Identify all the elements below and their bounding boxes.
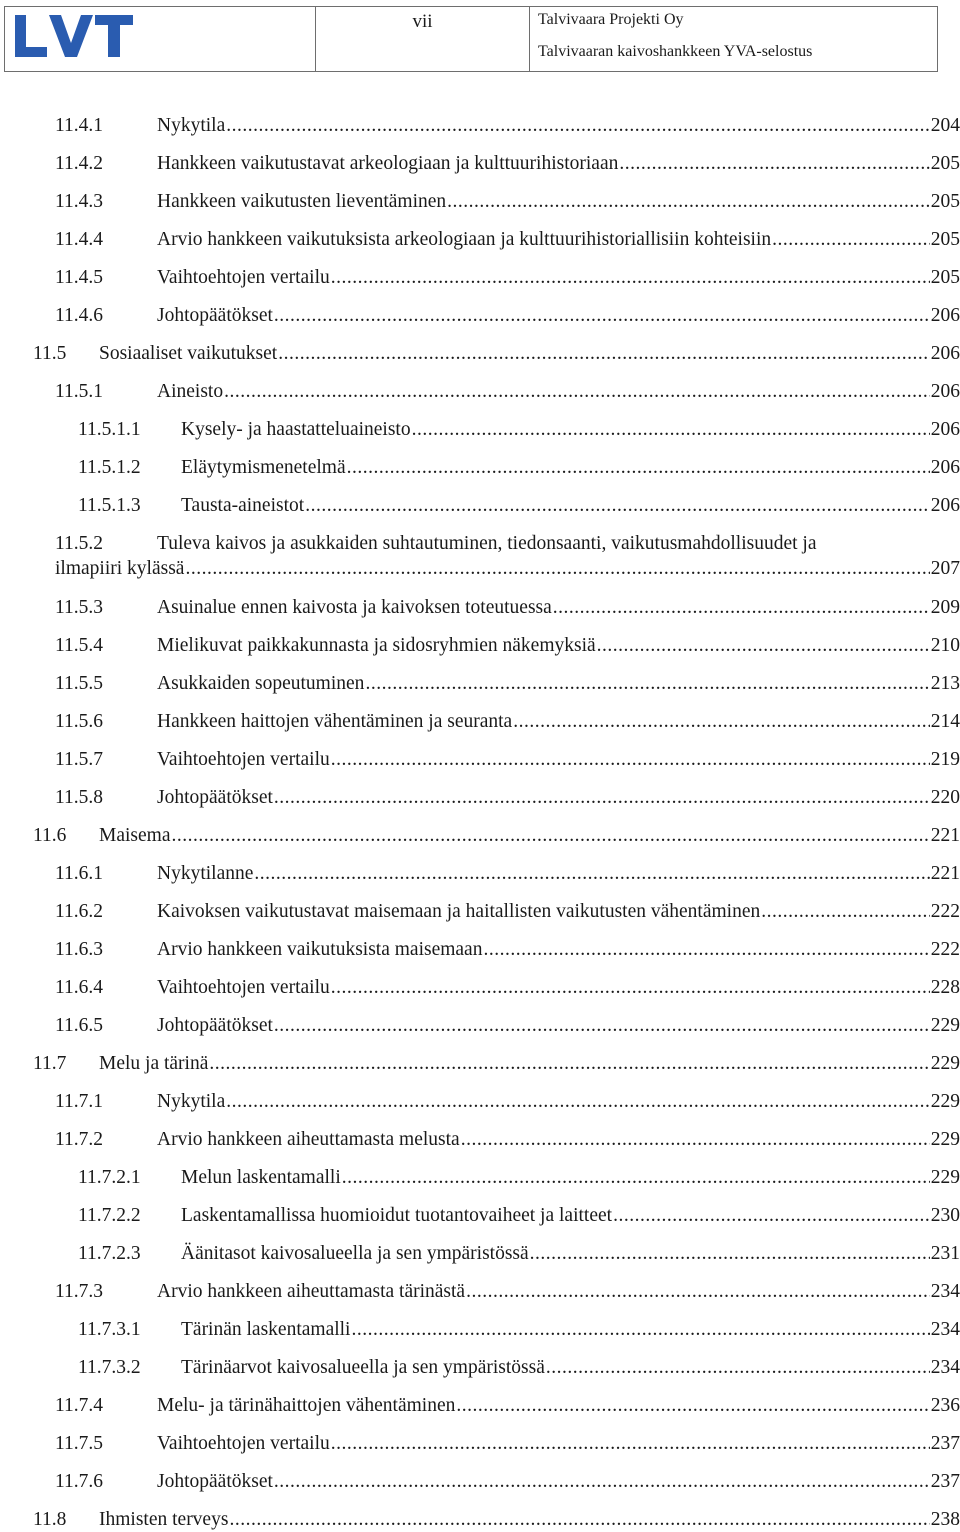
toc-entry[interactable] bbox=[78, 418, 960, 442]
toc-entry-page: 234 bbox=[930, 1357, 960, 1378]
toc-entry-page: 213 bbox=[930, 673, 960, 694]
toc-entry-number: 11.4.2 bbox=[55, 153, 104, 174]
toc-entry-title: Laskentamallissa huomioidut tuotantovaiheet ja laitteet bbox=[181, 1205, 613, 1226]
toc-entry-page: 206 bbox=[930, 419, 960, 440]
toc-leader-dots bbox=[274, 786, 930, 810]
toc-entry-number: 11.7.2.3 bbox=[78, 1243, 141, 1264]
toc-entry-page: 230 bbox=[930, 1205, 960, 1226]
toc-entry-title: Melu ja tärinä bbox=[99, 1053, 209, 1074]
toc-entry-title: Mielikuvat paikkakunnasta ja sidosryhmien näkemyksiä bbox=[157, 635, 596, 656]
toc-entry[interactable] bbox=[55, 938, 960, 962]
toc-entry[interactable] bbox=[55, 786, 960, 810]
toc-leader-dots bbox=[466, 1280, 930, 1304]
toc-entry-number: 11.4.4 bbox=[55, 229, 104, 250]
toc-entry-title-continued: ilmapiiri kylässä bbox=[55, 558, 185, 579]
toc-entry-number: 11.5 bbox=[33, 343, 67, 364]
toc-entry-number: 11.7.6 bbox=[55, 1471, 104, 1492]
toc-leader-dots bbox=[461, 1128, 930, 1152]
toc-entry-title: Arvio hankkeen vaikutuksista arkeologiaan ja kulttuurihistoriallisiin kohteisiin bbox=[157, 229, 772, 250]
toc-entry-title: Ihmisten terveys bbox=[99, 1509, 229, 1530]
toc-entry-title: Kysely- ja haastatteluaineisto bbox=[181, 419, 411, 440]
toc-entry-number: 11.7.4 bbox=[55, 1395, 104, 1416]
toc-entry-page: 205 bbox=[930, 191, 960, 212]
toc-entry-number: 11.7.3.1 bbox=[78, 1319, 141, 1340]
toc-entry-title: Nykytila bbox=[157, 115, 226, 136]
toc-entry-number: 11.7.1 bbox=[55, 1091, 104, 1112]
toc-leader-dots bbox=[619, 152, 929, 176]
toc-leader-dots bbox=[613, 1204, 930, 1228]
toc-entry[interactable] bbox=[55, 1470, 960, 1494]
toc-leader-dots bbox=[209, 1052, 929, 1076]
toc-entry[interactable] bbox=[55, 266, 960, 290]
toc-entry[interactable] bbox=[55, 114, 960, 138]
toc-entry[interactable] bbox=[55, 152, 960, 176]
toc-entry-number: 11.4.5 bbox=[55, 267, 104, 288]
toc-leader-dots bbox=[412, 418, 930, 442]
toc-entry-page: 236 bbox=[930, 1395, 960, 1416]
toc-leader-dots bbox=[513, 710, 930, 734]
toc-entry-number: 11.7.2.2 bbox=[78, 1205, 141, 1226]
toc-leader-dots bbox=[365, 672, 929, 696]
toc-entry-title: Eläytymismenetelmä bbox=[181, 457, 346, 478]
toc-entry-page: 209 bbox=[930, 597, 960, 618]
toc-entry-page: 204 bbox=[930, 115, 960, 136]
toc-leader-dots bbox=[447, 190, 930, 214]
toc-leader-dots bbox=[305, 494, 930, 518]
toc-leader-dots bbox=[331, 1432, 930, 1456]
toc-entry-page: 221 bbox=[930, 863, 960, 884]
toc-entry-number: 11.6.2 bbox=[55, 901, 104, 922]
toc-entry-title: Johtopäätökset bbox=[157, 305, 273, 326]
toc-leader-dots bbox=[171, 824, 929, 848]
toc-entry-number: 11.5.4 bbox=[55, 635, 104, 656]
toc-entry[interactable] bbox=[55, 304, 960, 328]
toc-entry-number: 11.4.1 bbox=[55, 115, 104, 136]
toc-entry-number: 11.6.3 bbox=[55, 939, 104, 960]
toc-entry[interactable] bbox=[55, 710, 960, 734]
toc-entry-title: Hankkeen vaikutusten lieventäminen bbox=[157, 191, 447, 212]
toc-entry-title: Arvio hankkeen aiheuttamasta tärinästä bbox=[157, 1281, 466, 1302]
toc-entry[interactable] bbox=[55, 748, 960, 772]
toc-entry-number: 11.8 bbox=[33, 1509, 67, 1530]
toc-entry-title: Melu- ja tärinähaittojen vähentäminen bbox=[157, 1395, 456, 1416]
toc-entry-number: 11.5.1.1 bbox=[78, 419, 141, 440]
toc-entry[interactable] bbox=[78, 1356, 960, 1380]
page-number-cell bbox=[316, 7, 530, 71]
toc-entry[interactable] bbox=[55, 862, 960, 886]
toc-entry-number: 11.5.1.2 bbox=[78, 457, 141, 478]
toc-entry-title: Nykytila bbox=[157, 1091, 226, 1112]
toc-leader-dots bbox=[342, 1166, 930, 1190]
toc-entry[interactable] bbox=[78, 1318, 960, 1342]
toc-entry-page: 206 bbox=[930, 343, 960, 364]
toc-leader-dots bbox=[331, 748, 930, 772]
toc-entry-title: Johtopäätökset bbox=[157, 787, 273, 808]
toc-entry-title: Asukkaiden sopeutuminen bbox=[157, 673, 365, 694]
logo-cell bbox=[5, 7, 316, 71]
toc-entry[interactable] bbox=[55, 1394, 960, 1418]
toc-entry-page: 229 bbox=[930, 1167, 960, 1188]
toc-entry-number: 11.4.6 bbox=[55, 305, 104, 326]
toc-leader-dots bbox=[224, 380, 930, 404]
toc-entry[interactable] bbox=[55, 1090, 960, 1114]
toc-entry[interactable] bbox=[78, 494, 960, 518]
toc-entry-page: 221 bbox=[930, 825, 960, 846]
toc-entry-page: 231 bbox=[930, 1243, 960, 1264]
toc-entry-page: 234 bbox=[930, 1281, 960, 1302]
toc-entry[interactable] bbox=[55, 228, 960, 252]
toc-leader-dots bbox=[229, 1508, 929, 1532]
toc-entry-number: 11.7.3 bbox=[55, 1281, 104, 1302]
toc-entry-number: 11.6.1 bbox=[55, 863, 104, 884]
toc-entry[interactable] bbox=[55, 557, 960, 581]
toc-entry-title: Nykytilanne bbox=[157, 863, 254, 884]
toc-entry-title: Johtopäätökset bbox=[157, 1015, 273, 1036]
toc-entry-number: 11.7.2 bbox=[55, 1129, 104, 1150]
toc-leader-dots bbox=[347, 456, 930, 480]
toc-entry-number: 11.5.8 bbox=[55, 787, 104, 808]
toc-entry-number: 11.5.1 bbox=[55, 381, 104, 402]
toc-leader-dots bbox=[226, 114, 930, 138]
toc-entry-page: 206 bbox=[930, 457, 960, 478]
toc-entry-title: Äänitasot kaivosalueella ja sen ympäristössä bbox=[181, 1243, 529, 1264]
toc-leader-dots bbox=[553, 596, 930, 620]
toc-entry[interactable] bbox=[55, 190, 960, 214]
toc-entry[interactable] bbox=[33, 824, 960, 848]
page-roman: vii bbox=[412, 11, 433, 32]
toc-entry[interactable] bbox=[55, 380, 960, 404]
toc-entry[interactable] bbox=[55, 1014, 960, 1038]
toc-entry[interactable] bbox=[78, 1242, 960, 1266]
toc-entry-title: Melun laskentamalli bbox=[181, 1167, 341, 1188]
toc-entry-page: 228 bbox=[930, 977, 960, 998]
toc-leader-dots bbox=[274, 1470, 930, 1494]
toc-entry-title: Hankkeen haittojen vähentäminen ja seuranta bbox=[157, 711, 513, 732]
toc-entry[interactable] bbox=[55, 1432, 960, 1456]
toc-entry-title: Arvio hankkeen aiheuttamasta melusta bbox=[157, 1129, 460, 1150]
toc-entry[interactable] bbox=[55, 672, 960, 696]
toc-leader-dots bbox=[530, 1242, 930, 1266]
toc-entry-page: 229 bbox=[930, 1129, 960, 1150]
toc-entry-page: 229 bbox=[930, 1091, 960, 1112]
toc-entry[interactable] bbox=[55, 900, 960, 924]
toc-entry-first-line bbox=[55, 532, 816, 556]
toc-leader-dots bbox=[456, 1394, 929, 1418]
toc-entry-page: 206 bbox=[930, 381, 960, 402]
lvt-logo-icon bbox=[11, 11, 135, 61]
toc-leader-dots bbox=[274, 1014, 930, 1038]
toc-entry-title: Sosiaaliset vaikutukset bbox=[99, 343, 278, 364]
toc-entry-number: 11.5.7 bbox=[55, 749, 104, 770]
toc-entry-page: 237 bbox=[930, 1433, 960, 1454]
toc-entry[interactable] bbox=[33, 342, 960, 366]
toc-entry-page: 207 bbox=[930, 558, 960, 579]
toc-entry-number: 11.5.3 bbox=[55, 597, 104, 618]
toc-entry-number: 11.6 bbox=[33, 825, 67, 846]
toc-entry-title: Hankkeen vaikutustavat arkeologiaan ja kulttuurihistoriaan bbox=[157, 153, 619, 174]
toc-entry-page: 237 bbox=[930, 1471, 960, 1492]
toc-entry-page: 229 bbox=[930, 1015, 960, 1036]
toc-entry[interactable] bbox=[55, 1280, 960, 1304]
toc-entry-title: Vaihtoehtojen vertailu bbox=[157, 977, 330, 998]
toc-entry-page: 206 bbox=[930, 495, 960, 516]
toc-entry-number: 11.5.1.3 bbox=[78, 495, 141, 516]
toc-leader-dots bbox=[254, 862, 929, 886]
toc-entry[interactable] bbox=[78, 1204, 960, 1228]
toc-entry-title: Maisema bbox=[99, 825, 171, 846]
toc-entry-number: 11.4.3 bbox=[55, 191, 104, 212]
toc-entry[interactable] bbox=[78, 1166, 960, 1190]
company-name: Talvivaara Projekti Oy bbox=[538, 11, 684, 28]
toc-entry[interactable] bbox=[55, 596, 960, 620]
toc-entry-number: 11.7.5 bbox=[55, 1433, 104, 1454]
toc-entry-page: 220 bbox=[930, 787, 960, 808]
toc-leader-dots bbox=[185, 557, 929, 581]
page-header bbox=[4, 6, 938, 72]
toc-entry-title: Aineisto bbox=[157, 381, 224, 402]
toc-entry[interactable] bbox=[78, 456, 960, 480]
toc-entry-number: 11.5.5 bbox=[55, 673, 104, 694]
toc-entry-number: 11.5.2 bbox=[55, 533, 104, 554]
toc-entry-number: 11.6.4 bbox=[55, 977, 104, 998]
toc-entry-page: 214 bbox=[930, 711, 960, 732]
toc-entry-title: Tärinän laskentamalli bbox=[181, 1319, 351, 1340]
toc-leader-dots bbox=[761, 900, 930, 924]
toc-leader-dots bbox=[483, 938, 929, 962]
toc-leader-dots bbox=[278, 342, 930, 366]
toc-entry-number: 11.7.2.1 bbox=[78, 1167, 141, 1188]
toc-entry-page: 219 bbox=[930, 749, 960, 770]
toc-entry[interactable] bbox=[33, 1508, 960, 1532]
toc-entry-page: 229 bbox=[930, 1053, 960, 1074]
toc-entry-title: Asuinalue ennen kaivosta ja kaivoksen toteutuessa bbox=[157, 597, 552, 618]
toc-entry-title: Johtopäätökset bbox=[157, 1471, 273, 1492]
toc-entry-title: Arvio hankkeen vaikutuksista maisemaan bbox=[157, 939, 483, 960]
toc-leader-dots bbox=[597, 634, 930, 658]
toc-leader-dots bbox=[331, 266, 930, 290]
toc-entry-page: 234 bbox=[930, 1319, 960, 1340]
toc-leader-dots bbox=[546, 1356, 930, 1380]
toc-entry[interactable] bbox=[55, 976, 960, 1000]
toc-leader-dots bbox=[274, 304, 930, 328]
document-info-cell bbox=[530, 7, 937, 71]
toc-entry-title: Vaihtoehtojen vertailu bbox=[157, 267, 330, 288]
toc-entry-number: 11.5.6 bbox=[55, 711, 104, 732]
toc-entry-number: 11.6.5 bbox=[55, 1015, 104, 1036]
toc-entry[interactable] bbox=[55, 1128, 960, 1152]
toc-entry-title: Tausta-aineistot bbox=[181, 495, 305, 516]
toc-leader-dots bbox=[331, 976, 930, 1000]
toc-entry[interactable] bbox=[33, 1052, 960, 1076]
toc-entry[interactable] bbox=[55, 634, 960, 658]
toc-entry-number: 11.7.3.2 bbox=[78, 1357, 141, 1378]
toc-entry-page: 205 bbox=[930, 229, 960, 250]
toc-entry-page: 222 bbox=[930, 939, 960, 960]
toc-entry-number: 11.7 bbox=[33, 1053, 67, 1074]
toc-entry-page: 238 bbox=[930, 1509, 960, 1530]
toc-entry-title: Vaihtoehtojen vertailu bbox=[157, 749, 330, 770]
toc-entry-page: 210 bbox=[930, 635, 960, 656]
toc-entry-page: 205 bbox=[930, 267, 960, 288]
toc-entry-title: Tärinäarvot kaivosalueella ja sen ympäristössä bbox=[181, 1357, 545, 1378]
toc-entry-page: 205 bbox=[930, 153, 960, 174]
toc-entry-page: 222 bbox=[930, 901, 960, 922]
toc-entry-title: Kaivoksen vaikutustavat maisemaan ja haitallisten vaikutusten vähentäminen bbox=[157, 901, 761, 922]
toc-entry-title: Tuleva kaivos ja asukkaiden suhtautuminen, tiedonsaanti, vaikutusmahdollisuudet ja bbox=[157, 533, 817, 554]
toc-leader-dots bbox=[226, 1090, 930, 1114]
toc-leader-dots bbox=[351, 1318, 929, 1342]
toc-entry-page: 206 bbox=[930, 305, 960, 326]
toc-entry-title: Vaihtoehtojen vertailu bbox=[157, 1433, 330, 1454]
document-title: Talvivaaran kaivoshankkeen YVA-selostus bbox=[538, 43, 813, 60]
toc-leader-dots bbox=[772, 228, 930, 252]
